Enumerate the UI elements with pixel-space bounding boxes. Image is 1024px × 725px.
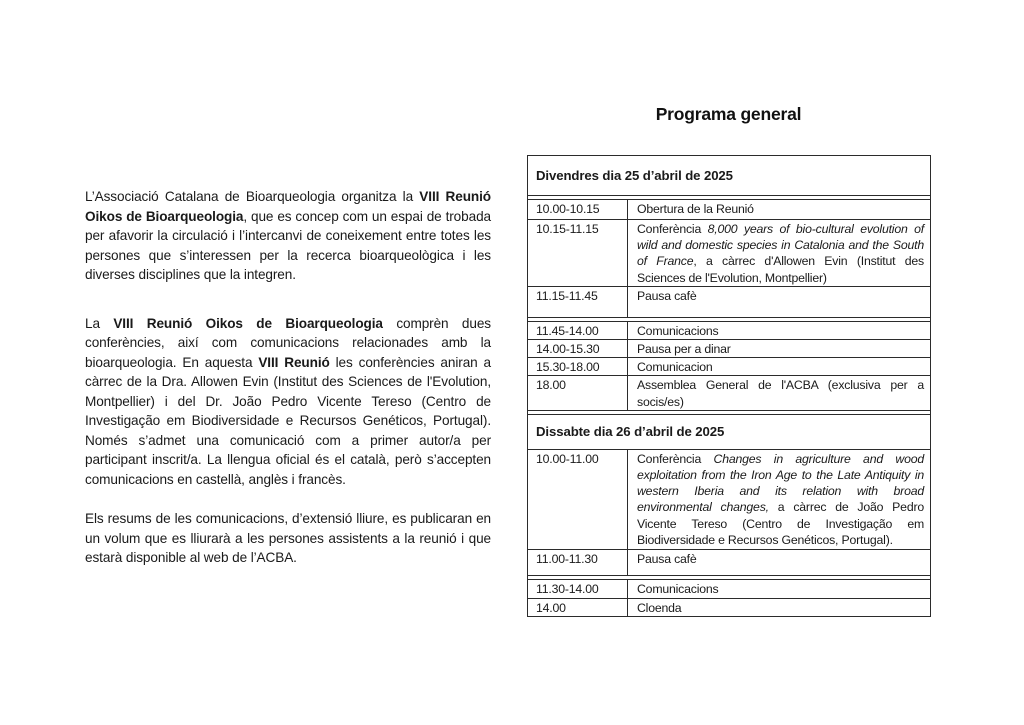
paragraph [85, 314, 491, 490]
italic-text-segment: Changes in agriculture and wood exploitation from the Iron Age to the Late Antiquity in western Iberia and its relation with broad environmental changes, [637, 451, 924, 515]
page-title: Programa general [655, 104, 802, 124]
session-row [528, 200, 931, 220]
session-time: 11.45-14.00 [528, 321, 628, 339]
text-segment: Conferència [637, 222, 708, 236]
session-description [628, 220, 931, 287]
session-description [628, 579, 931, 598]
session-time: 11.00-11.30 [528, 549, 628, 575]
session-row [528, 358, 931, 376]
session-time: 11.15-11.45 [528, 286, 628, 317]
session-time: 10.15-11.15 [528, 220, 628, 287]
bold-text-segment: VIII Reunió Oikos de Bioarqueologia [113, 315, 383, 331]
bold-text-segment: VIII Reunió [258, 354, 330, 370]
session-row [528, 598, 931, 616]
session-description [628, 200, 931, 220]
text-segment: , a càrrec d'Allowen Evin (Institut des Sciences de l'Evolution, Montpellier) [637, 254, 925, 285]
intro-paragraphs [85, 187, 491, 588]
session-row [528, 449, 931, 549]
text-segment: , que es concep com un espai de trobada per afavorir la circulació i l’intercanvi de coneixement entre totes les persones que s’interessen per la recerca bioarqueològica i les diverses disciplines que la integren. [85, 208, 491, 282]
paragraph [85, 509, 491, 568]
session-description [628, 598, 931, 616]
text-segment: a càrrec de João Pedro Vicente Tereso (Centro de Investigação em Biodiversidade e Recursos Genéticos, Portugal). [637, 500, 924, 547]
text-segment: Comunicacion [637, 360, 713, 375]
text-segment: Pausa cafè [637, 288, 697, 303]
text-segment: La [85, 315, 114, 331]
session-time: 18.00 [528, 376, 628, 410]
session-row [528, 579, 931, 598]
bold-text-segment: VIII Reunió Oikos de Bioarqueologia [85, 189, 492, 224]
session-description [628, 321, 931, 339]
session-time: 15.30-18.00 [528, 358, 628, 376]
text-segment: Obertura de la Reunió [637, 202, 754, 216]
session-row [528, 220, 931, 287]
session-row [528, 549, 931, 575]
text-segment: comprèn dues conferències, així com comunicacions relacionades amb la bioarqueologia. En aquesta [85, 315, 491, 370]
paragraph [85, 187, 491, 285]
italic-text-segment: 8,000 years of bio-cultural evolution of wild and domestic species in Catalonia and the South of France [637, 222, 924, 269]
text-segment: Cloenda [637, 600, 682, 615]
session-row [528, 340, 931, 358]
session-description [628, 286, 931, 317]
session-description [628, 358, 931, 376]
session-row [528, 321, 931, 339]
session-time: 14.00-15.30 [528, 340, 628, 358]
session-description [628, 449, 931, 549]
session-description [628, 549, 931, 575]
program-table [527, 155, 931, 617]
text-segment: Comunicacions [637, 323, 719, 338]
day-label: Dissabte dia 26 d’abril de 2025 [528, 414, 931, 449]
program-table-body [528, 156, 931, 617]
day-label: Divendres dia 25 d’abril de 2025 [528, 156, 931, 196]
day-header-row [528, 156, 931, 196]
text-segment: L’Associació Catalana de Bioarqueologia organitza la [85, 189, 420, 204]
session-row [528, 376, 931, 410]
session-time: 11.30-14.00 [528, 579, 628, 598]
day-header-row [528, 414, 931, 449]
text-segment: Assemblea General de l'ACBA (exclusiva per a socis/es) [637, 378, 924, 409]
session-time: 10.00-11.00 [528, 449, 628, 549]
text-segment: Els resums de les comunicacions, d’extensió lliure, es publicaran en un volum que es lliurarà a les persones assistents a la reunió i que estarà disponible al web de l’ACBA. [85, 511, 491, 565]
text-segment: Pausa per a dinar [637, 342, 731, 357]
session-description [628, 340, 931, 358]
text-segment: Comunicacions [637, 581, 719, 596]
text-segment: les conferències aniran a càrrec de la Dra. Allowen Evin (Institut des Sciences de l'Evolution, Montpellier) i del Dr. João Pedro Vicente Tereso (Centro de Investigação em Biodiversidade e Recursos Genéticos, Portugal). Només s’admet una comunicació com a primer autor/a per participant inscrit/a. La llengua oficial és el català, però s’accepten comunicacions en castellà, anglès i francès. [85, 354, 491, 487]
text-segment: Pausa cafè [637, 551, 697, 566]
session-time: 10.00-10.15 [528, 200, 628, 220]
text-segment: Conferència [637, 451, 714, 466]
session-row [528, 286, 931, 317]
session-time: 14.00 [528, 598, 628, 616]
session-description [628, 376, 931, 410]
